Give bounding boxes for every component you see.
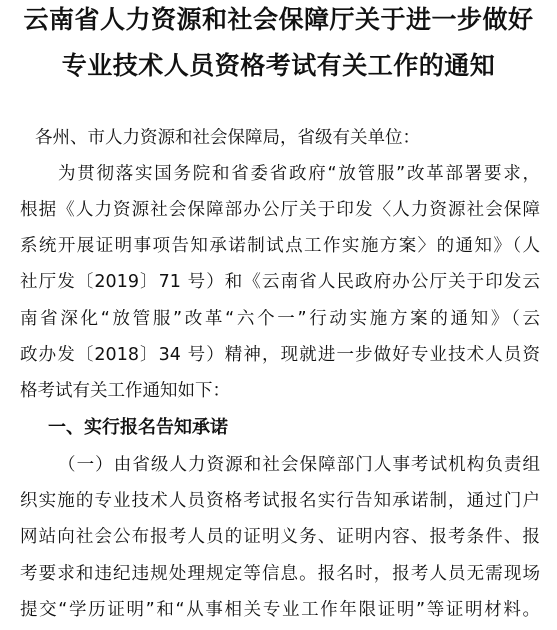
notice-title-line-1: 云南省人力资源和社会保障厅关于进一步做好 <box>23 5 534 34</box>
paragraph-1-line-3: 系统开展证明事项告知承诺制试点工作实施方案〉的通知》（人 <box>20 236 540 256</box>
paragraph-1-line-7: 格考试有关工作通知如下： <box>20 381 230 401</box>
paragraph-2-line-1: （一）由省级人力资源和社会保障部门人事考试机构负责组 <box>58 455 540 475</box>
paragraph-2-line-2: 织实施的专业技术人员资格考试报名实行告知承诺制，通过门户 <box>20 491 540 511</box>
paragraph-2-line-3: 网站向社会公布报考人员的证明义务、证明内容、报考条件、报 <box>20 527 540 547</box>
paragraph-1-line-6: 政办发〔2018〕34 号）精神，现就进一步做好专业技术人员资 <box>20 345 540 365</box>
paragraph-1-line-1: 为贯彻落实国务院和省委省政府“放管服”改革部署要求， <box>58 164 540 184</box>
paragraph-1-line-5: 南省深化“放管服”改革“六个一”行动实施方案的通知》（云 <box>20 309 540 329</box>
paragraph-2-line-4: 考要求和违纪违规处理规定等信息。报名时，报考人员无需现场 <box>20 564 540 584</box>
paragraph-1-line-4: 社厅发〔2019〕71 号）和《云南省人民政府办公厅关于印发云 <box>20 272 540 292</box>
section-heading-1: 一、实行报名告知承诺 <box>48 417 228 438</box>
paragraph-1-line-2: 根据《人力资源社会保障部办公厅关于印发〈人力资源社会保障 <box>20 200 540 220</box>
paragraph-2-line-5: 提交“学历证明”和“从事相关专业工作年限证明”等证明材料。 <box>20 600 540 620</box>
notice-title-line-2: 专业技术人员资格考试有关工作的通知 <box>61 51 496 80</box>
salutation: 各州、市人力资源和社会保障局，省级有关单位： <box>35 128 420 148</box>
